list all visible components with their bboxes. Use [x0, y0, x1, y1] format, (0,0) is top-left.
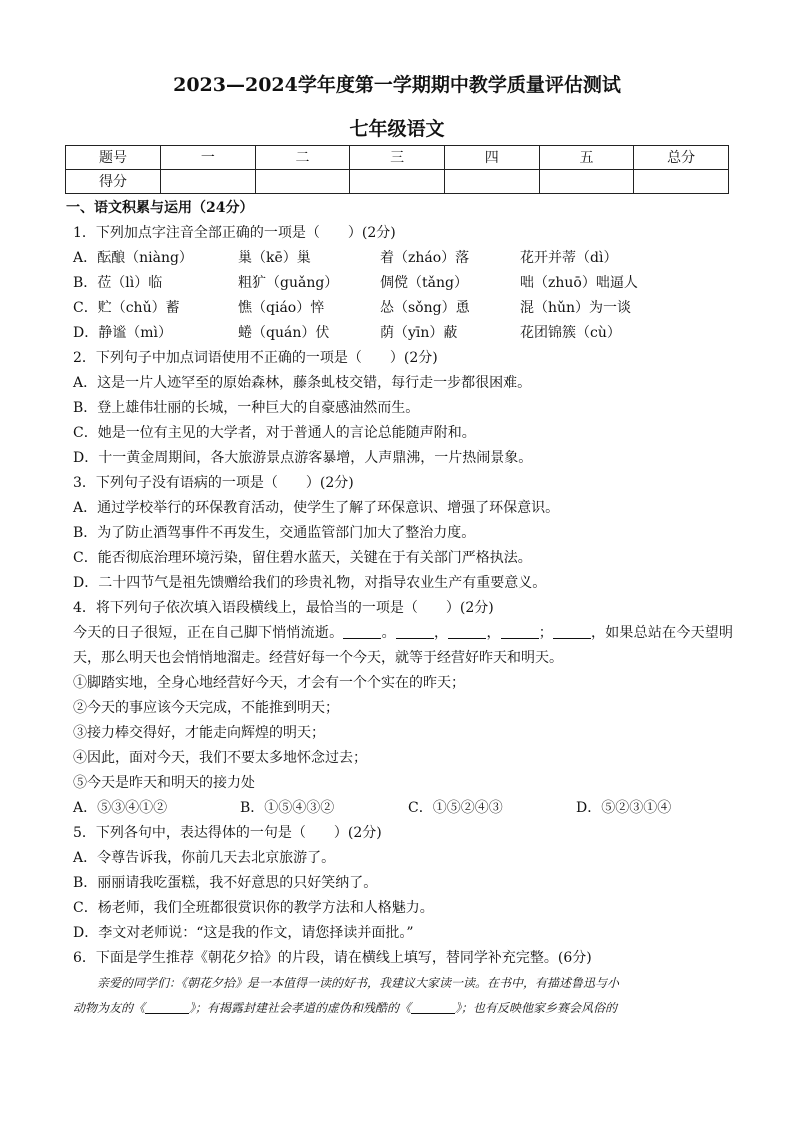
- option-text: C．她是一位有主见的大学者，对于普通人的言论总能随声附和。: [73, 425, 476, 441]
- option-text: B．丽丽请我吃蛋糕，我不好意思的只好笑纳了。: [73, 875, 378, 891]
- option-text: A．这是一片人迹罕至的原始森林，藤条虬枝交错，每行走一步都很困难。: [73, 375, 532, 391]
- fill-blank[interactable]: [145, 999, 189, 1014]
- passage-text: ，如果总站在今天望明天，那么明天也会悄悄地溜走。经营好每一个今天，就等于经营好昨天和明天。: [73, 625, 734, 666]
- fill-blank[interactable]: [448, 624, 486, 639]
- score-table-cell: 题号: [66, 146, 161, 170]
- score-table-header-row: [66, 146, 729, 170]
- recommendation-segment: 》；也有反映他家乡赛会风俗的: [455, 1001, 618, 1015]
- option-text: 花开并蒂（dì）: [520, 250, 618, 266]
- option-text: C．贮（chǔ）蓄: [73, 300, 180, 316]
- option-text: C．①⑤②④③: [408, 800, 503, 816]
- question-stem: 6．下面是学生推荐《朝花夕拾》的片段，请在横线上填写，替同学补充完整。(6分): [73, 950, 592, 966]
- score-table-score-row: [66, 170, 729, 194]
- exam-subject: 七年级语文: [349, 118, 445, 140]
- option-text: 憔（qiáo）悴: [238, 300, 325, 316]
- fill-blank[interactable]: [396, 624, 434, 639]
- score-input-cell[interactable]: [444, 170, 539, 194]
- option-text: 混（hǔn）为一谈: [520, 300, 632, 316]
- option-text: 着（zháo）落: [380, 250, 470, 266]
- score-input-cell[interactable]: [634, 170, 729, 194]
- score-table-cell: 一: [161, 146, 256, 170]
- option-text: 咄（zhuō）咄逼人: [520, 275, 638, 291]
- fill-blank[interactable]: [343, 624, 381, 639]
- option-text: D．李文对老师说：“这是我的作文，请您择读并面批。”: [73, 925, 414, 941]
- option-text: C．能否彻底治理环境污染，留住碧水蓝天，关键在于有关部门严格执法。: [73, 550, 532, 566]
- recommendation-text: 亲爱的同学们：《朝花夕拾》是一本值得一读的好书，我建议大家读一读。在书中，有描述鲁迅与小: [97, 976, 620, 990]
- score-input-cell[interactable]: [350, 170, 445, 194]
- list-item: ④因此，面对今天，我们不要太多地怀念过去；: [73, 750, 367, 766]
- option-text: D．⑤②③①④: [576, 800, 672, 816]
- option-text: 蜷（quán）伏: [238, 325, 330, 341]
- score-table-cell: 五: [539, 146, 634, 170]
- passage-text: 今天的日子很短，正在自己脚下悄悄流逝。: [73, 625, 344, 641]
- option-text: 巢（kē）巢: [238, 250, 311, 266]
- score-input-cell[interactable]: [255, 170, 350, 194]
- option-text: B．莅（lì）临: [73, 275, 163, 291]
- score-table-cell: 二: [255, 146, 350, 170]
- recommendation-segment: 》；有揭露封建社会孝道的虚伪和残酷的《: [189, 1001, 412, 1015]
- score-input-cell[interactable]: [539, 170, 634, 194]
- option-text: 荫（yīn）蔽: [380, 325, 458, 341]
- option-text: D．二十四节气是祖先馈赠给我们的珍贵礼物，对指导农业生产有重要意义。: [73, 575, 547, 591]
- score-input-cell[interactable]: [161, 170, 256, 194]
- question-stem: 2．下列句子中加点词语使用不正确的一项是（ ）(2分): [73, 350, 438, 366]
- fill-blank[interactable]: [553, 624, 591, 639]
- list-item: ⑤今天是昨天和明天的接力处: [73, 775, 255, 791]
- fill-blank[interactable]: [411, 999, 455, 1014]
- option-text: D．静谧（mì）: [73, 325, 172, 341]
- option-text: A．酝酿（niàng）: [73, 250, 193, 266]
- recommendation-segment: 动物为友的《: [73, 1001, 146, 1015]
- passage: 今天的日子很短，正在自己脚下悄悄流逝。 。 ， ， ； ，如果总站在今天望明天，那么明天也会悄悄地溜走。经营好每一个今天，就等于经营好昨天和明天。: [73, 625, 734, 666]
- option-text: 怂（sǒng）恿: [380, 300, 470, 316]
- option-text: 粗犷（guǎng）: [238, 275, 339, 291]
- score-table-cell: 三: [350, 146, 445, 170]
- list-item: ③接力棒交得好，才能走向辉煌的明天；: [73, 725, 325, 741]
- option-text: B．①⑤④③②: [240, 800, 335, 816]
- question-stem: 5．下列各句中，表达得体的一句是（ ）(2分): [73, 825, 382, 841]
- question-stem: 1．下列加点字注音全部正确的一项是（ ）(2分): [73, 225, 396, 241]
- option-text: B．登上雄伟壮丽的长城，一种巨大的自豪感油然而生。: [73, 400, 420, 416]
- question-stem: 3．下列句子没有语病的一项是（ ）(2分): [73, 475, 354, 491]
- option-text: 花团锦簇（cù）: [520, 325, 621, 341]
- option-text: A．令尊告诉我，你前几天去北京旅游了。: [73, 850, 336, 866]
- option-text: 倜傥（tǎng）: [380, 275, 468, 291]
- option-text: C．杨老师，我们全班都很赏识你的教学方法和人格魅力。: [73, 900, 434, 916]
- fill-blank[interactable]: [501, 624, 539, 639]
- question-stem: 4．将下列句子依次填入语段横线上，最恰当的一项是（ ）(2分): [73, 600, 494, 616]
- recommendation-text: [73, 996, 733, 1021]
- list-item: ②今天的事应该今天完成，不能推到明天；: [73, 700, 339, 716]
- exam-title: 2023—2024学年度第一学期期中教学质量评估测试: [173, 74, 621, 96]
- list-item: ①脚踏实地，全身心地经营好今天，才会有一个个实在的昨天；: [73, 675, 465, 691]
- score-table-cell: 四: [444, 146, 539, 170]
- option-text: A．通过学校举行的环保教育活动，使学生了解了环保意识、增强了环保意识。: [73, 500, 560, 516]
- option-text: A．⑤③④①②: [73, 800, 168, 816]
- score-table: [65, 145, 729, 194]
- section-heading: 一、语文积累与运用（24分）: [66, 200, 254, 216]
- score-row-label: 得分: [66, 170, 161, 194]
- option-text: B．为了防止酒驾事件不再发生，交通监管部门加大了整治力度。: [73, 525, 476, 541]
- score-table-cell: 总分: [634, 146, 729, 170]
- option-text: D．十一黄金周期间，各大旅游景点游客暴增，人声鼎沸，一片热闹景象。: [73, 450, 533, 466]
